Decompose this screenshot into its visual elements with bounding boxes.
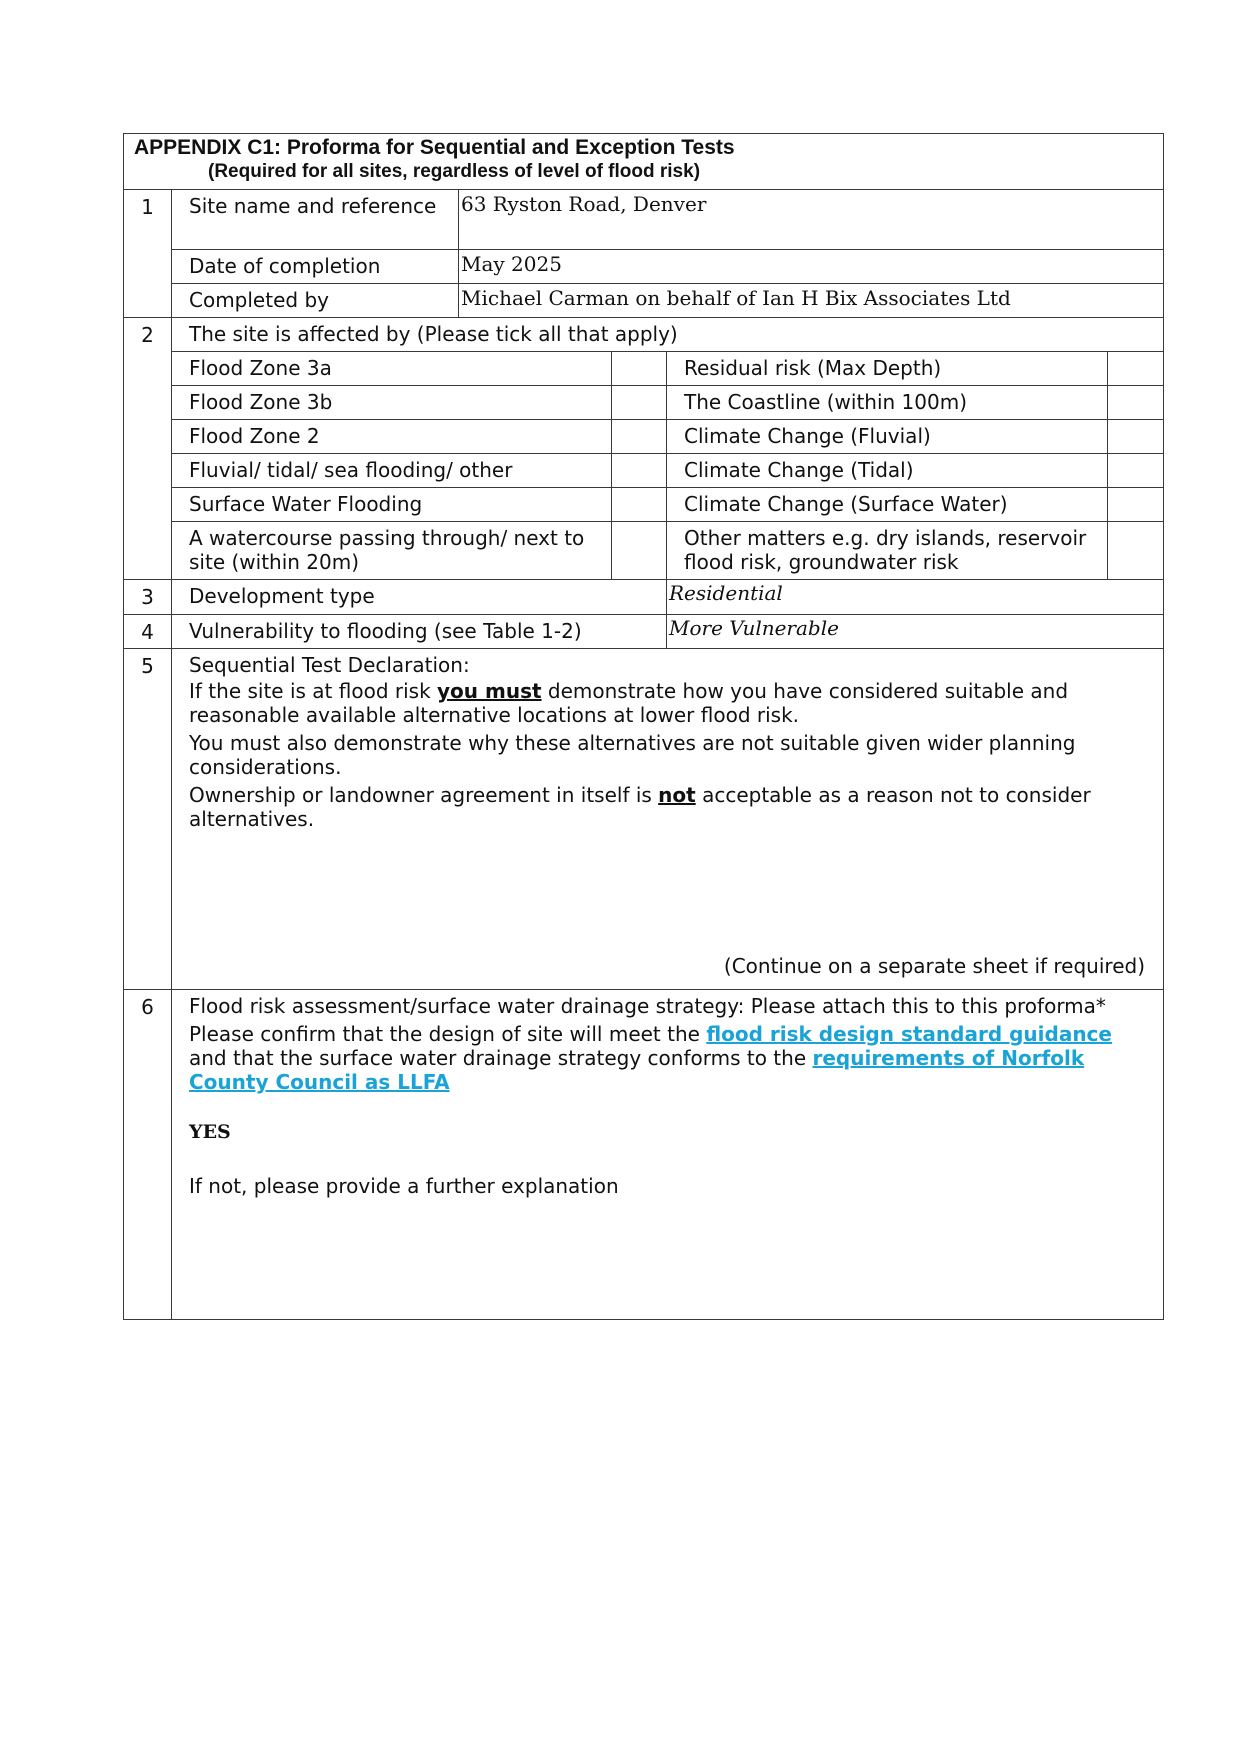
risk-label: Flood Zone 3b <box>172 386 612 420</box>
affected-heading: The site is affected by (Please tick all that apply) <box>172 318 1164 352</box>
title-cell <box>124 134 1164 190</box>
risk-row <box>124 420 1164 454</box>
page-subtitle: (Required for all sites, regardless of level of flood risk) <box>208 161 701 182</box>
page-title: APPENDIX C1: Proforma for Sequential and Exception Tests <box>134 136 735 159</box>
risk-checkbox[interactable] <box>612 420 667 454</box>
risk-checkbox[interactable] <box>1108 420 1164 454</box>
section-number-6: 6 <box>124 990 172 1320</box>
risk-checkbox[interactable] <box>1108 386 1164 420</box>
sequential-test-paragraph-3 <box>189 783 1145 831</box>
risk-checkbox[interactable] <box>1108 352 1164 386</box>
vulnerability-row <box>124 615 1164 649</box>
risk-label: Climate Change (Fluvial) <box>667 420 1108 454</box>
text: and that the surface water drainage strategy conforms to the <box>189 1046 813 1070</box>
sequential-test-heading: Sequential Test Declaration: <box>189 653 470 677</box>
text: If the site is at flood risk <box>189 679 438 703</box>
risk-label: The Coastline (within 100m) <box>667 386 1108 420</box>
risk-row <box>124 488 1164 522</box>
llfa-requirements-link[interactable]: requirements of Norfolk County Council as LLFA <box>189 1046 1085 1094</box>
site-name-label: Site name and reference <box>172 190 459 250</box>
risk-row <box>124 454 1164 488</box>
site-name-row <box>124 190 1164 250</box>
vulnerability-label: Vulnerability to flooding (see Table 1-2) <box>172 615 667 649</box>
risk-row <box>124 522 1164 580</box>
emphasis-text: you must <box>437 679 542 703</box>
risk-label: Climate Change (Surface Water) <box>667 488 1108 522</box>
risk-checkbox[interactable] <box>1108 522 1164 580</box>
design-guidance-link[interactable]: flood risk design standard guidance <box>706 1022 1112 1046</box>
text: acceptable as a reason not to consider alternatives. <box>189 783 1091 831</box>
risk-label: Fluvial/ tidal/ sea flooding/ other <box>172 454 612 488</box>
completed-by-field[interactable]: Michael Carman on behalf of Ian H Bix Associates Ltd <box>459 284 1164 318</box>
section-number-4: 4 <box>124 615 172 649</box>
sequential-test-paragraph-1 <box>189 679 1145 727</box>
confirmation-answer[interactable]: YES <box>189 1121 231 1143</box>
risk-row <box>124 352 1164 386</box>
development-type-label: Development type <box>172 580 667 615</box>
affected-heading-row <box>124 318 1164 352</box>
section-number-2: 2 <box>124 318 172 580</box>
completed-by-row <box>124 284 1164 318</box>
sequential-test-paragraph-2: You must also demonstrate why these alternatives are not suitable given wider planning considerations. <box>189 731 1076 779</box>
continue-note: (Continue on a separate sheet if required) <box>723 954 1145 978</box>
vulnerability-field[interactable]: More Vulnerable <box>667 615 1164 649</box>
risk-row <box>124 386 1164 420</box>
proforma-table <box>123 133 1164 1320</box>
date-row <box>124 250 1164 284</box>
development-type-row <box>124 580 1164 615</box>
risk-label: Surface Water Flooding <box>172 488 612 522</box>
risk-checkbox[interactable] <box>1108 454 1164 488</box>
sequential-test-row <box>124 649 1164 990</box>
date-label: Date of completion <box>172 250 459 284</box>
drainage-heading: Flood risk assessment/surface water drainage strategy: Please attach this to this proforma* <box>189 994 1106 1018</box>
section-number-5: 5 <box>124 649 172 990</box>
risk-label: Climate Change (Tidal) <box>667 454 1108 488</box>
drainage-strategy-cell[interactable] <box>172 990 1164 1320</box>
risk-label: Flood Zone 2 <box>172 420 612 454</box>
risk-label: Residual risk (Max Depth) <box>667 352 1108 386</box>
risk-checkbox[interactable] <box>612 386 667 420</box>
further-explanation-prompt: If not, please provide a further explanation <box>189 1174 619 1198</box>
risk-label: Other matters e.g. dry islands, reservoir flood risk, groundwater risk <box>667 522 1108 580</box>
text: Please confirm that the design of site will meet the <box>189 1022 707 1046</box>
drainage-strategy-row <box>124 990 1164 1320</box>
drainage-confirm-paragraph <box>189 1022 1145 1094</box>
title-row <box>124 134 1164 190</box>
emphasis-text: not <box>658 783 696 807</box>
risk-label: Flood Zone 3a <box>172 352 612 386</box>
section-number-3: 3 <box>124 580 172 615</box>
risk-checkbox[interactable] <box>612 522 667 580</box>
text: Ownership or landowner agreement in itself is <box>189 783 659 807</box>
risk-checkbox[interactable] <box>612 454 667 488</box>
date-field[interactable]: May 2025 <box>459 250 1164 284</box>
risk-checkbox[interactable] <box>1108 488 1164 522</box>
sequential-test-cell[interactable] <box>172 649 1164 990</box>
completed-by-label: Completed by <box>172 284 459 318</box>
risk-label: A watercourse passing through/ next to site (within 20m) <box>172 522 612 580</box>
text: demonstrate how you have considered suitable and reasonable available alternative locations at lower flood risk. <box>189 679 1069 727</box>
risk-checkbox[interactable] <box>612 352 667 386</box>
risk-checkbox[interactable] <box>612 488 667 522</box>
site-name-field[interactable]: 63 Ryston Road, Denver <box>459 190 1164 250</box>
section-number-1: 1 <box>124 190 172 318</box>
development-type-field[interactable]: Residential <box>667 580 1164 615</box>
